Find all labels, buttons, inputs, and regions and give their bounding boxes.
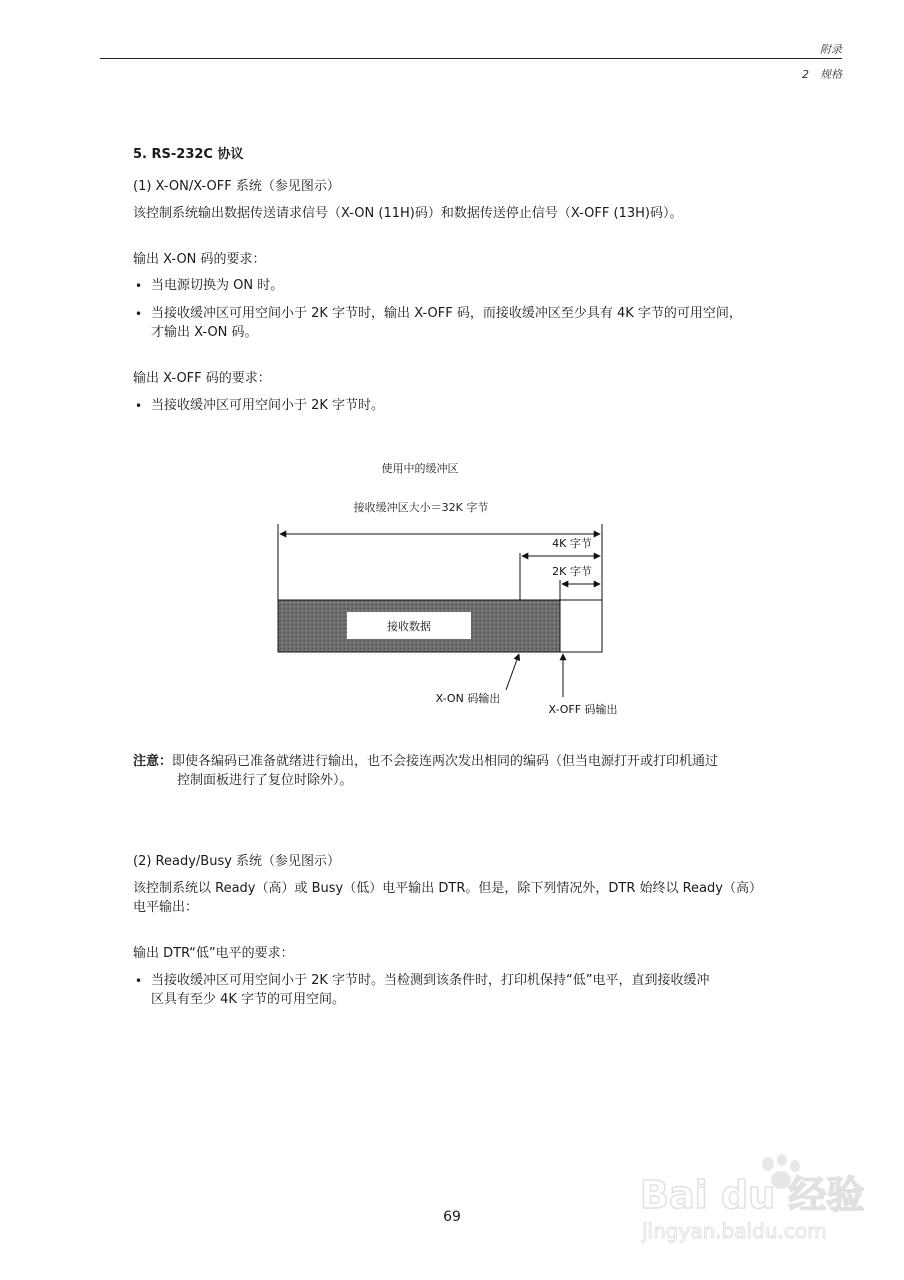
xoff-heading: 输出 X-OFF 码的要求： [133, 371, 271, 386]
note [133, 753, 718, 771]
label-2k: 2K 字节 [552, 565, 592, 578]
bullet-icon: • [135, 307, 143, 321]
subsection-2-intro-1: 该控制系统以 Ready（高）或 Busy（低）电平输出 DTR。但是，除下列情况外，DTR 始终以 Ready（高） [133, 881, 762, 896]
subsection-2-intro-2: 电平输出： [133, 900, 199, 915]
bullet-icon: • [135, 399, 143, 413]
xon-item-1: 当电源切换为 ON 时。 [151, 278, 284, 293]
subsection-1-intro: 该控制系统输出数据传送请求信号（X-ON (11H)码）和数据传送停止信号（X-OFF (13H)码）。 [133, 206, 683, 221]
xoff-item-1: 当接收缓冲区可用空间小于 2K 字节时。 [151, 398, 385, 413]
baidu-watermark [640, 1150, 900, 1250]
note-line-1: 即使各编码已准备就绪进行输出，也不会接连两次发出相同的编码（但当电源打开或打印机通过 [172, 754, 719, 769]
watermark-url: jingyan.baidu.com [642, 1219, 827, 1243]
data-label: 接收数据 [387, 620, 431, 633]
label-4k: 4K 字节 [552, 537, 592, 550]
bullet-icon: • [135, 974, 143, 988]
dtr-item-1-cont: 区具有至少 4K 字节的可用空间。 [151, 992, 346, 1007]
header-section: 2 规格 [802, 68, 842, 81]
note-line-2: 控制面板进行了复位时除外）。 [177, 773, 353, 788]
dtr-heading: 输出 DTR“低”电平的要求： [133, 946, 294, 961]
bullet-icon: • [135, 279, 143, 293]
dtr-item-1: 当接收缓冲区可用空间小于 2K 字节时。当检测到该条件时，打印机保持“低”电平，直到接收缓冲 [151, 973, 710, 988]
subsection-1-title: (1) X-ON/X-OFF 系统（参见图示） [133, 179, 340, 194]
xoff-output-label: X-OFF 码输出 [548, 703, 618, 716]
xon-item-2-cont: 才输出 X-ON 码。 [151, 325, 258, 340]
page-number: 69 [443, 1209, 461, 1225]
xon-heading: 输出 X-ON 码的要求： [133, 252, 266, 267]
paw-icon [762, 1157, 774, 1171]
note-label: 注意： [133, 754, 173, 769]
diagram-size-label: 接收缓冲区大小＝32K 字节 [353, 501, 489, 514]
section-title: 5. RS-232C 协议 [133, 147, 244, 162]
xon-item-2: 当接收缓冲区可用空间小于 2K 字节时，输出 X-OFF 码，而接收缓冲区至少具有 4K 字节的可用空间， [151, 306, 742, 321]
diagram-title: 使用中的缓冲区 [381, 462, 459, 475]
header-chapter: 附录 [820, 43, 842, 56]
buffer-free-area [560, 600, 602, 652]
subsection-2-title: (2) Ready/Busy 系统（参见图示） [133, 854, 341, 869]
xon-output-label: X-ON 码输出 [435, 692, 501, 705]
watermark-brand: Bai du 经验 [640, 1173, 865, 1217]
xon-pointer [506, 654, 519, 690]
